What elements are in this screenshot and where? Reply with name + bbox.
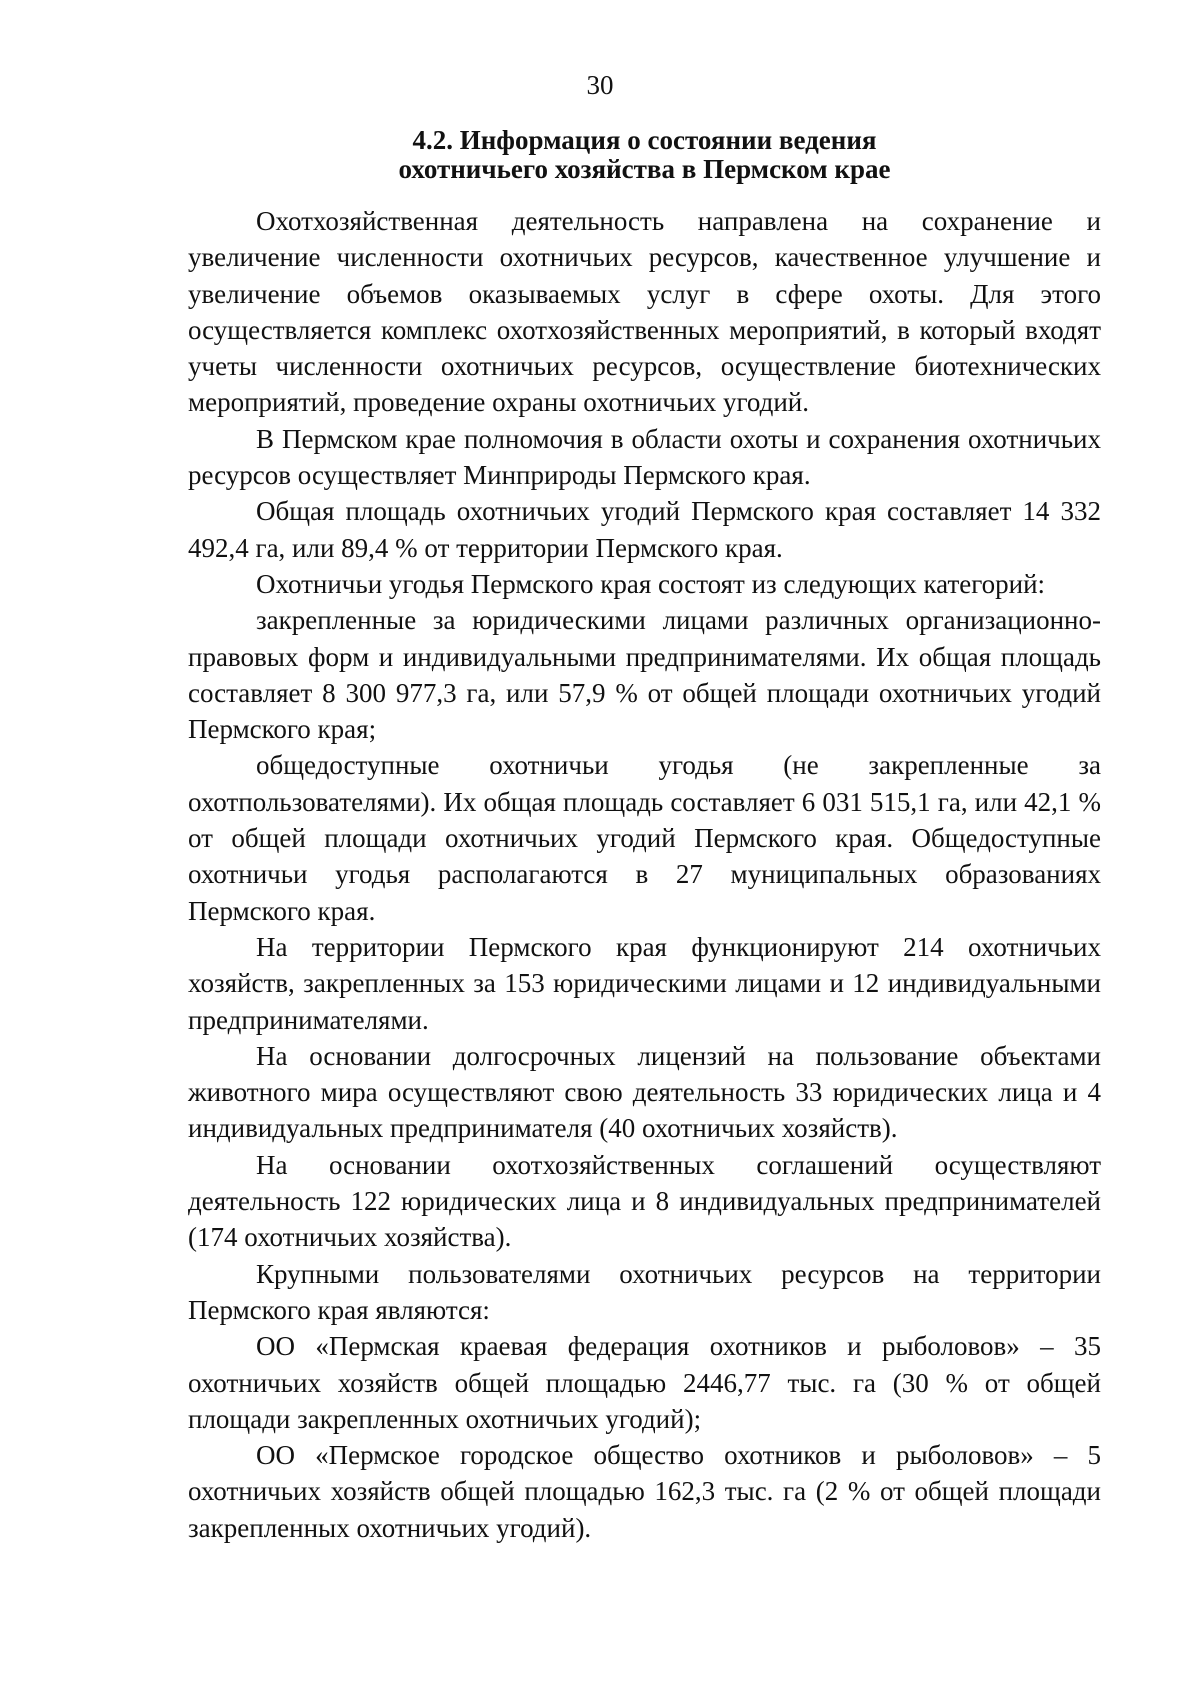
paragraph-authority: В Пермском крае полномочия в области охоты и сохранения охотничьих ресурсов осуществляет Минприроды Пермского края. xyxy=(188,423,1101,491)
paragraph-total-area: Общая площадь охотничьих угодий Пермского края составляет 14 332 492,4 га, или 89,4 % от территории Пермского края. xyxy=(188,496,1101,563)
paragraph-hunting-activity: Охотхозяйственная деятельность направлена на сохранение и увеличение численности охотничьих ресурсов, качественное улучшение и увеличение объемов оказываемых услуг в сфере охоты. Для этого осуществляется комплекс охотхозяйственных мероприятий, в который входят учеты численности охотничьих ресурсов, осуществление биотехнических мероприятий, проведение охраны охотничьих угодий. xyxy=(188,206,1101,418)
paragraph-major-users-intro: Крупными пользователями охотничьих ресурсов на территории Пермского края являются: xyxy=(188,1258,1101,1325)
paragraph-agreements: На основании охотхозяйственных соглашений осуществляют деятельность 122 юридических лица и 8 индивидуальных предпринимателей (174 охотничьих хозяйства). xyxy=(188,1149,1101,1253)
section-heading-line-1: 4.2. Информация о состоянии ведения xyxy=(412,125,877,155)
page-number: 30 xyxy=(586,70,614,100)
paragraph-assigned-lands: закрепленные за юридическими лицами различных организационно-правовых форм и индивидуальными предпринимателями. Их общая площадь составляет 8 300 977,3 га, или 57,9 % от общей площади охотничьих угодий Пермского края; xyxy=(188,605,1101,745)
paragraph-categories-intro: Охотничьи угодья Пермского края состоят из следующих категорий: xyxy=(256,568,1046,599)
paragraph-regional-federation: ОО «Пермская краевая федерация охотников и рыболовов» – 35 охотничьих хозяйств общей площадью 2446,77 тыс. га (30 % от общей площади закрепленных охотничьих угодий); xyxy=(188,1331,1101,1434)
section-heading-line-2: охотничьего хозяйства в Пермском крае xyxy=(398,154,891,184)
paragraph-public-lands: общедоступные охотничьи угодья (не закрепленные за охотпользователями). Их общая площадь составляет 6 031 515,1 га, или 42,1 % от общей площади охотничьих угодий Пермского края. Общедоступные охотничьи угодья располагаются в 27 муниципальных образованиях Пермского края. xyxy=(188,750,1101,926)
paragraph-city-society: ОО «Пермское городское общество охотников и рыболовов» – 5 охотничьих хозяйств общей площадью 162,3 тыс. га (2 % от общей площади закрепленных охотничьих угодий). xyxy=(188,1440,1101,1543)
paragraph-long-term-licenses: На основании долгосрочных лицензий на пользование объектами животного мира осуществляют свою деятельность 33 юридических лица и 4 индивидуальных предпринимателя (40 охотничьих хозяйств). xyxy=(188,1040,1101,1144)
body-text xyxy=(188,203,1101,1546)
paragraph-hunting-farms-count: На территории Пермского края функционируют 214 охотничьих хозяйств, закрепленных за 153 юридическими лицами и 12 индивидуальными предпринимателями. xyxy=(188,931,1101,1035)
section-heading xyxy=(188,126,1101,184)
